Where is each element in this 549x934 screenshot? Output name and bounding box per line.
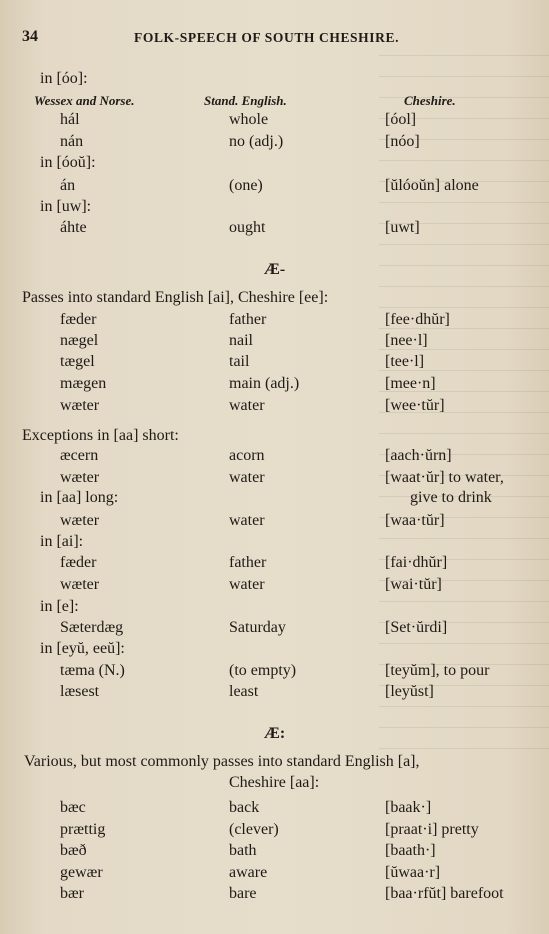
wessex-word: nán	[60, 133, 84, 150]
wessex-word: wæter	[60, 397, 100, 414]
cheshire-word: [ŭlóoŭn] alone	[385, 177, 479, 194]
col-head-wessex: Wessex and Norse.	[34, 93, 135, 108]
cheshire-aa-text: Cheshire [aa]:	[229, 774, 320, 791]
cheshire-word: [baak·]	[385, 799, 432, 816]
standard-word: water	[229, 469, 265, 486]
wessex-word: gewær	[60, 864, 103, 881]
wessex-word: læsest	[60, 683, 100, 700]
subheading: in [ai]:	[40, 533, 84, 550]
continuation-text: give to drink	[410, 489, 492, 506]
cheshire-word: [mee·n]	[385, 375, 436, 392]
standard-word: (clever)	[229, 821, 279, 838]
subheading: in [e]:	[40, 598, 79, 615]
standard-word: no (adj.)	[229, 133, 284, 150]
standard-word: water	[229, 397, 265, 414]
wessex-word: mægen	[60, 375, 107, 392]
wessex-word: bæð	[60, 842, 87, 859]
standard-word: (one)	[229, 177, 263, 194]
wessex-word: nægel	[60, 332, 99, 349]
standard-word: whole	[229, 111, 269, 128]
section-heading	[0, 261, 549, 281]
heading-ae: Æ-	[263, 261, 286, 278]
wessex-word: prættig	[60, 821, 106, 838]
subheading: in [uw]:	[40, 198, 92, 215]
standard-word: acorn	[229, 447, 265, 464]
standard-word: water	[229, 512, 265, 529]
cheshire-word: [nee·l]	[385, 332, 428, 349]
wessex-word: Sæterdæg	[60, 619, 124, 636]
subheading: in [óo]:	[40, 70, 88, 87]
wessex-word: án	[60, 177, 76, 194]
cheshire-word: [tee·l]	[385, 353, 425, 370]
cheshire-word: [baa·rfŭt] barefoot	[385, 885, 504, 902]
standard-word: (to empty)	[229, 662, 297, 679]
cheshire-word: [ŭwaa·r]	[385, 864, 441, 881]
standard-word: Saturday	[229, 619, 286, 636]
subheading: in [eyŭ, eeŭ]:	[40, 640, 125, 657]
section-heading	[0, 725, 549, 745]
cheshire-word: [uwt]	[385, 219, 420, 236]
cheshire-word: [teyŭm], to pour	[385, 662, 490, 679]
wessex-word: æcern	[60, 447, 99, 464]
cheshire-word: [óol]	[385, 111, 417, 128]
wessex-word: wæter	[60, 512, 100, 529]
standard-word: father	[229, 554, 267, 571]
passes-into-ai: Passes into standard English [ai], Cheshire [ee]:	[22, 289, 329, 306]
standard-word: nail	[229, 332, 253, 349]
cheshire-word: [aach·ŭrn]	[385, 447, 452, 464]
cheshire-word: [wee·tŭr]	[385, 397, 445, 414]
exceptions-heading: Exceptions in [aa] short:	[22, 427, 179, 444]
cheshire-word: [praat·i] pretty	[385, 821, 479, 838]
wessex-word: hál	[60, 111, 80, 128]
col-head-standard: Stand. English.	[204, 93, 287, 108]
wessex-word: áhte	[60, 219, 87, 236]
wessex-word: tæma (N.)	[60, 662, 125, 679]
subheading: in [aa] long:	[40, 489, 119, 506]
wessex-word: tægel	[60, 353, 95, 370]
standard-word: ought	[229, 219, 266, 236]
various-text: Various, but most commonly passes into standard English [a],	[24, 753, 420, 770]
cheshire-word: [fai·dhŭr]	[385, 554, 448, 571]
standard-word: least	[229, 683, 259, 700]
col-head-cheshire: Cheshire.	[404, 93, 456, 108]
cheshire-word: [wai·tŭr]	[385, 576, 442, 593]
standard-word: bare	[229, 885, 257, 902]
cheshire-word: [leyŭst]	[385, 683, 434, 700]
standard-word: main (adj.)	[229, 375, 300, 392]
heading-ae-colon: Æ:	[263, 725, 286, 742]
standard-word: aware	[229, 864, 268, 881]
cheshire-word: [waa·tŭr]	[385, 512, 445, 529]
running-title: FOLK-SPEECH OF SOUTH CHESHIRE.	[134, 30, 400, 45]
cheshire-word: [Set·ŭrdi]	[385, 619, 448, 636]
wessex-word: bær	[60, 885, 84, 902]
cheshire-word: [baath·]	[385, 842, 436, 859]
standard-word: water	[229, 576, 265, 593]
wessex-word: fæder	[60, 554, 97, 571]
wessex-word: wæter	[60, 469, 100, 486]
page-number: 34	[22, 28, 38, 45]
standard-word: bath	[229, 842, 257, 859]
standard-word: tail	[229, 353, 250, 370]
wessex-word: wæter	[60, 576, 100, 593]
cheshire-word: [fee·dhŭr]	[385, 311, 450, 328]
cheshire-word: [nóo]	[385, 133, 420, 150]
standard-word: father	[229, 311, 267, 328]
cheshire-word: [waat·ŭr] to water,	[385, 469, 504, 486]
page-header	[22, 28, 527, 50]
subheading: in [óoŭ]:	[40, 154, 96, 171]
standard-word: back	[229, 799, 260, 816]
wessex-word: fæder	[60, 311, 97, 328]
wessex-word: bæc	[60, 799, 86, 816]
